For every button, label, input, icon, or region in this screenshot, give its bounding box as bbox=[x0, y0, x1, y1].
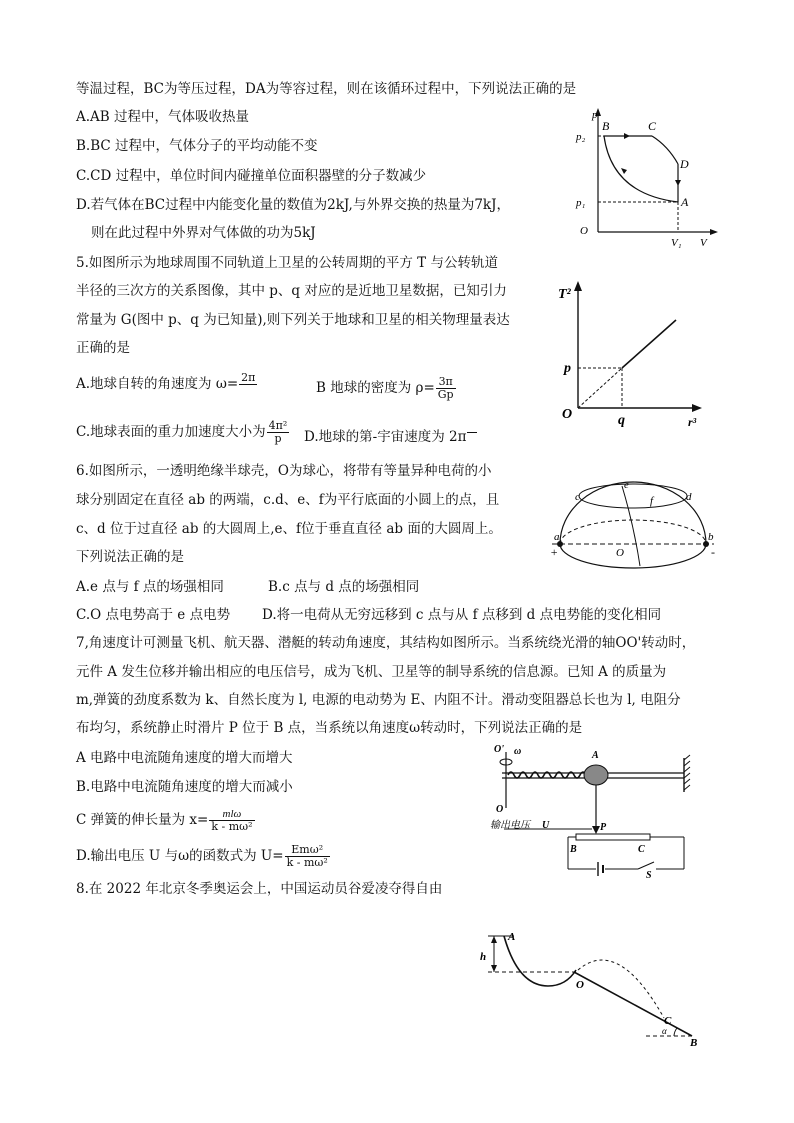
label-v: V bbox=[700, 237, 707, 248]
label-u: U bbox=[542, 820, 550, 831]
h-arrow-up bbox=[491, 936, 497, 943]
q4-option-c: C.CD 过程中，单位时间内碰撞单位面积器壁的分子数减少 bbox=[76, 168, 427, 184]
label-c: C bbox=[638, 844, 645, 855]
q5-b-fraction: $\frac{3\pi}{Gp}$ bbox=[437, 375, 454, 401]
label-output-voltage: 输出电压 bbox=[490, 820, 530, 831]
label-d: D bbox=[680, 157, 689, 171]
ab-arrow bbox=[621, 168, 627, 174]
label-h: h bbox=[480, 951, 487, 963]
q5-option-a: A.地球自转的角速度为 ω= 2π bbox=[76, 372, 258, 397]
switch bbox=[638, 862, 654, 869]
label-f: f bbox=[650, 495, 654, 507]
label-a: A bbox=[681, 195, 689, 209]
q7-d-fraction: $\frac{\text{Emω²}}{\text{k - mω²}}$ bbox=[286, 843, 328, 869]
h-arrow-down bbox=[491, 965, 497, 972]
origin-dash bbox=[578, 368, 622, 408]
label-omega: ω bbox=[514, 746, 522, 757]
bc-arrow bbox=[624, 133, 630, 139]
label-c: C bbox=[664, 1015, 672, 1027]
q6-stem-line-4: 下列说法正确的是 bbox=[76, 549, 184, 565]
label-b: B bbox=[602, 119, 610, 133]
q7-option-d: D.输出电压 U 与ω的函数式为 U= $\frac{\text{Emω²}}{\text{k - mω²}}$ bbox=[76, 843, 328, 869]
pv-diagram-figure bbox=[568, 106, 718, 248]
q5-stem-line-4: 正确的是 bbox=[76, 340, 130, 356]
q7-c-fraction: $\frac{\text{mlω}}{\text{k - mω²}}$ bbox=[211, 808, 253, 833]
slider-arrow bbox=[592, 826, 600, 834]
angular-velocity-meter-figure bbox=[488, 744, 706, 880]
slope-line bbox=[574, 972, 692, 1036]
trajectory bbox=[578, 960, 664, 1018]
ab-curve bbox=[604, 136, 678, 202]
label-origin: O bbox=[580, 225, 588, 237]
rheostat bbox=[576, 834, 650, 840]
q5-option-b: B 地球的密度为 ρ= $\frac{3\pi}{Gp}$ bbox=[316, 375, 454, 401]
q8-stem-line-1: 8.在 2022 年北京冬季奥运会上，中国运动员谷爱凌夺得自由 bbox=[76, 881, 443, 897]
label-t2: T² bbox=[558, 287, 571, 302]
base-back-arc bbox=[560, 520, 706, 544]
q6-stem-line-1: 6.如图所示，一透明绝缘半球壳，O为球心，将带有等量异种电荷的小 bbox=[76, 463, 492, 479]
q6-option-d: D.将一电荷从无穷远移到 c 点与从 f 点移到 d 点电势能的变化相同 bbox=[262, 607, 662, 623]
q5-c-fraction: $\frac{\text{4π²}}{p}$ bbox=[268, 419, 288, 445]
q5-option-d: D.地球的第-宇宙速度为 2π bbox=[304, 428, 477, 446]
q7-option-a: A 电路中电流随角速度的增大而增大 bbox=[76, 750, 293, 766]
q7-option-b: B.电路中电流随角速度的增大而减小 bbox=[76, 779, 293, 795]
data-line bbox=[622, 320, 676, 368]
label-o-prime: O' bbox=[494, 744, 504, 755]
label-plus: + bbox=[550, 545, 559, 559]
label-b: b bbox=[708, 531, 714, 543]
wall-hatch bbox=[684, 755, 690, 790]
label-a: A bbox=[508, 931, 516, 943]
label-alpha: α bbox=[662, 1026, 667, 1036]
q7-stem-line-4: 布均匀，系统静止时滑片 P 位于 B 点，当系统以角速度ω转动时，下列说法正确的是 bbox=[76, 720, 583, 736]
label-r3: r³ bbox=[688, 415, 697, 428]
label-v1: V₁ bbox=[671, 237, 682, 248]
q4-option-d: D.若气体在BC过程中内能变化量的数值为2kJ,与外界交换的热量为7kJ， bbox=[76, 197, 510, 213]
v-axis-arrow bbox=[710, 229, 718, 235]
q5-option-c: C.地球表面的重力加速度大小为 $\frac{\text{4π²}}{p}$ bbox=[76, 419, 288, 445]
base-front-arc bbox=[560, 544, 706, 568]
label-e: e bbox=[624, 479, 629, 491]
label-p2: p₂ bbox=[576, 131, 586, 143]
label-o: O bbox=[496, 804, 504, 815]
t2-axis-arrow bbox=[574, 281, 582, 291]
r3-axis-arrow bbox=[692, 404, 702, 412]
q4-option-a: A.AB 过程中，气体吸收热量 bbox=[76, 109, 250, 125]
halfpipe-curve bbox=[504, 936, 576, 986]
label-o: O bbox=[576, 979, 584, 991]
small-circle bbox=[579, 484, 687, 508]
q7-stem-line-2: 元件 A 发生位移并输出相应的电压信号，成为飞机、卫星等的制导系统的信息源。已知 A 的质量为 bbox=[76, 664, 667, 680]
great-circle-ef bbox=[622, 486, 640, 566]
q4-option-b: B.BC 过程中，气体分子的平均动能不变 bbox=[76, 138, 318, 154]
hemisphere-outline bbox=[560, 482, 706, 544]
q5-a-fraction: 2π bbox=[241, 371, 256, 384]
sqrt-sign bbox=[467, 432, 477, 443]
label-minus: - bbox=[711, 545, 715, 559]
q4-stem-line: 等温过程，BC为等压过程，DA为等容过程，则在该循环过程中，下列说法正确的是 bbox=[76, 81, 577, 97]
ski-slope-figure bbox=[478, 924, 708, 1048]
da-arrow bbox=[675, 180, 681, 186]
label-a: A bbox=[592, 750, 599, 761]
label-c: c bbox=[575, 491, 580, 503]
mass-a bbox=[584, 765, 608, 785]
label-p1: p₁ bbox=[576, 197, 586, 209]
q6-stem-line-3: c、d 位于过直径 ab 的大圆周上,e、f位于垂直直径 ab 面的大圆周上。 bbox=[76, 521, 502, 537]
q5-stem-line-1: 5.如图所示为地球周围不同轨道上卫星的公转周期的平方 T 与公转轨道 bbox=[76, 255, 498, 271]
alpha-arc bbox=[674, 1028, 677, 1036]
q6-stem-line-2: 球分别固定在直径 ab 的两端，c.d、e、f为平行底面的小圆上的点，且 bbox=[76, 492, 500, 508]
label-o: O bbox=[616, 547, 624, 559]
label-p: p bbox=[592, 109, 598, 121]
q6-option-a: A.e 点与 f 点的场强相同 bbox=[76, 579, 224, 595]
label-d: d bbox=[686, 491, 692, 503]
label-s: S bbox=[646, 870, 652, 880]
label-b: B bbox=[690, 1037, 698, 1048]
hemisphere-figure bbox=[548, 476, 718, 586]
q7-option-c: C 弹簧的伸长量为 x= $\frac{\text{mlω}}{\text{k - mω²}}$ bbox=[76, 808, 253, 833]
cd-curve bbox=[652, 136, 678, 164]
q5-stem-line-3: 常量为 G(图中 p、q 为已知量),则下列关于地球和卫星的相关物理量表达 bbox=[76, 312, 510, 328]
label-a: a bbox=[554, 531, 560, 543]
q5-stem-line-2: 半径的三次方的关系图像，其中 p、q 对应的是近地卫星数据，已知引力 bbox=[76, 283, 507, 299]
q7-stem-line-1: 7,角速度计可测量飞机、航天器、潜艇的转动角速度，其结构如图所示。当系统绕光滑的轴OO'转动时， bbox=[76, 635, 696, 651]
label-o: O bbox=[562, 407, 573, 422]
label-b: B bbox=[570, 844, 577, 855]
label-p: P bbox=[600, 822, 607, 833]
q6-option-c: C.O 点电势高于 e 点电势 bbox=[76, 607, 231, 623]
q7-stem-line-3: m,弹簧的劲度系数为 k、自然长度为 l, 电源的电动势为 E、内阻不计。滑动变阻器总长也为 l, 电阻分 bbox=[76, 692, 681, 708]
label-c: C bbox=[648, 119, 657, 133]
t2-r3-graph-figure bbox=[556, 278, 706, 428]
q4-option-d-cont: 则在此过程中外界对气体做的功为5kJ bbox=[91, 225, 316, 241]
q6-option-b: B.c 点与 d 点的场强相同 bbox=[268, 579, 420, 595]
label-q: q bbox=[618, 413, 625, 428]
label-p: p bbox=[564, 361, 571, 376]
